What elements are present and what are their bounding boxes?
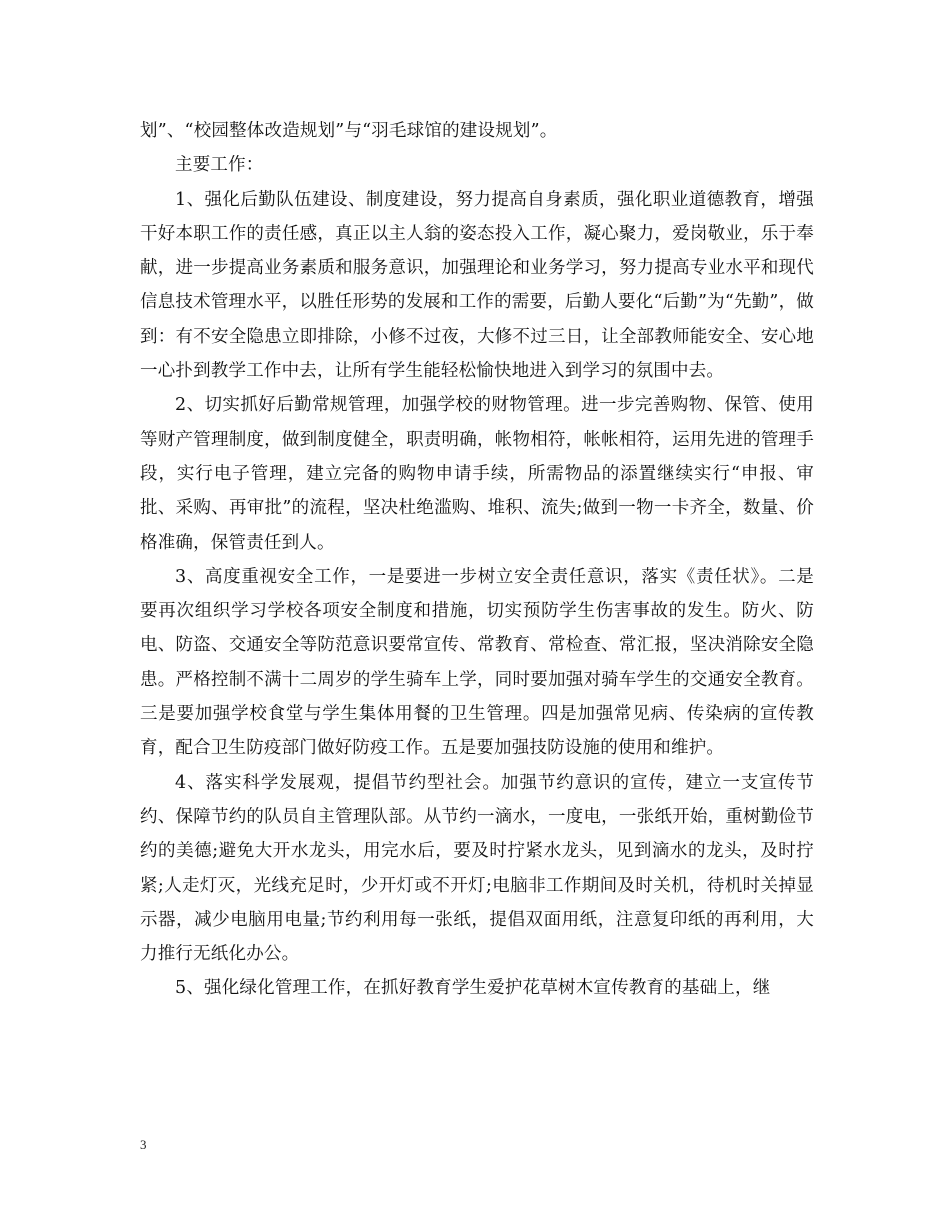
paragraph-main-work-heading: 主要工作： <box>175 155 264 176</box>
document-body <box>140 114 814 1006</box>
page-number: 3 <box>140 1137 147 1152</box>
paragraph-item-3: 3、高度重视安全工作，一是要进一步树立安全责任意识，落实《责任状》。二是要再次组织学习学校各项安全制度和措施，切实预防学生伤害事故的发生。防火、防电、防盗、交通安全等防范意识要常宣传、常教育、常检查、常汇报，坚决消除安全隐患。严格控制不满十二周岁的学生骑车上学，同时要加强对骑车学生的交通安全教育。三是要加强学校食堂与学生集体用餐的卫生管理。四是加强常见病、传染病的宣传教育，配合卫生防疫部门做好防疫工作。五是要加强技防设施的使用和维护。 <box>140 566 814 759</box>
paragraph-item-2: 2、切实抓好后勤常规管理，加强学校的财物管理。进一步完善购物、保管、使用等财产管理制度，做到制度健全，职责明确，帐物相符，帐帐相符，运用先进的管理手段，实行电子管理，建立完备的购物申请手续，所需物品的添置继续实行“申报、审批、采购、再审批”的流程，坚决杜绝滥购、堆积、流失;做到一物一卡齐全，数量、价格准确，保管责任到人。 <box>140 395 814 553</box>
paragraph-item-1: 1、强化后勤队伍建设、制度建设，努力提高自身素质，强化职业道德教育，增强干好本职工作的责任感，真正以主人翁的姿态投入工作，凝心聚力，爱岗敬业，乐于奉献，进一步提高业务素质和服务意识，加强理论和业务学习，努力提高专业水平和现代信息技术管理水平，以胜任形势的发展和工作的需要，后勤人要化“后勤”为“先勤”，做到：有不安全隐患立即排除，小修不过夜，大修不过三日，让全部教师能安全、安心地一心扑到教学工作中去，让所有学生能轻松愉快地进入到学习的氛围中去。 <box>140 189 814 382</box>
paragraph-item-4: 4、落实科学发展观，提倡节约型社会。加强节约意识的宣传，建立一支宣传节约、保障节约的队员自主管理队部。从节约一滴水，一度电，一张纸开始，重树勤俭节约的美德;避免大开水龙头，用完水后，要及时拧紧水龙头，见到滴水的龙头，及时拧紧;人走灯灭，光线充足时，少开灯或不开灯;电脑非工作期间及时关机，待机时关掉显示器，减少电脑用电量;节约利用每一张纸，提倡双面用纸，注意复印纸的再利用，大力推行无纸化办公。 <box>140 772 814 965</box>
paragraph-continuation: 划”、“校园整体改造规划”与“羽毛球馆的建设规划”。 <box>140 121 558 141</box>
paragraph-item-5: 5、强化绿化管理工作，在抓好教育学生爱护花草树木宣传教育的基础上，继 <box>175 978 771 999</box>
